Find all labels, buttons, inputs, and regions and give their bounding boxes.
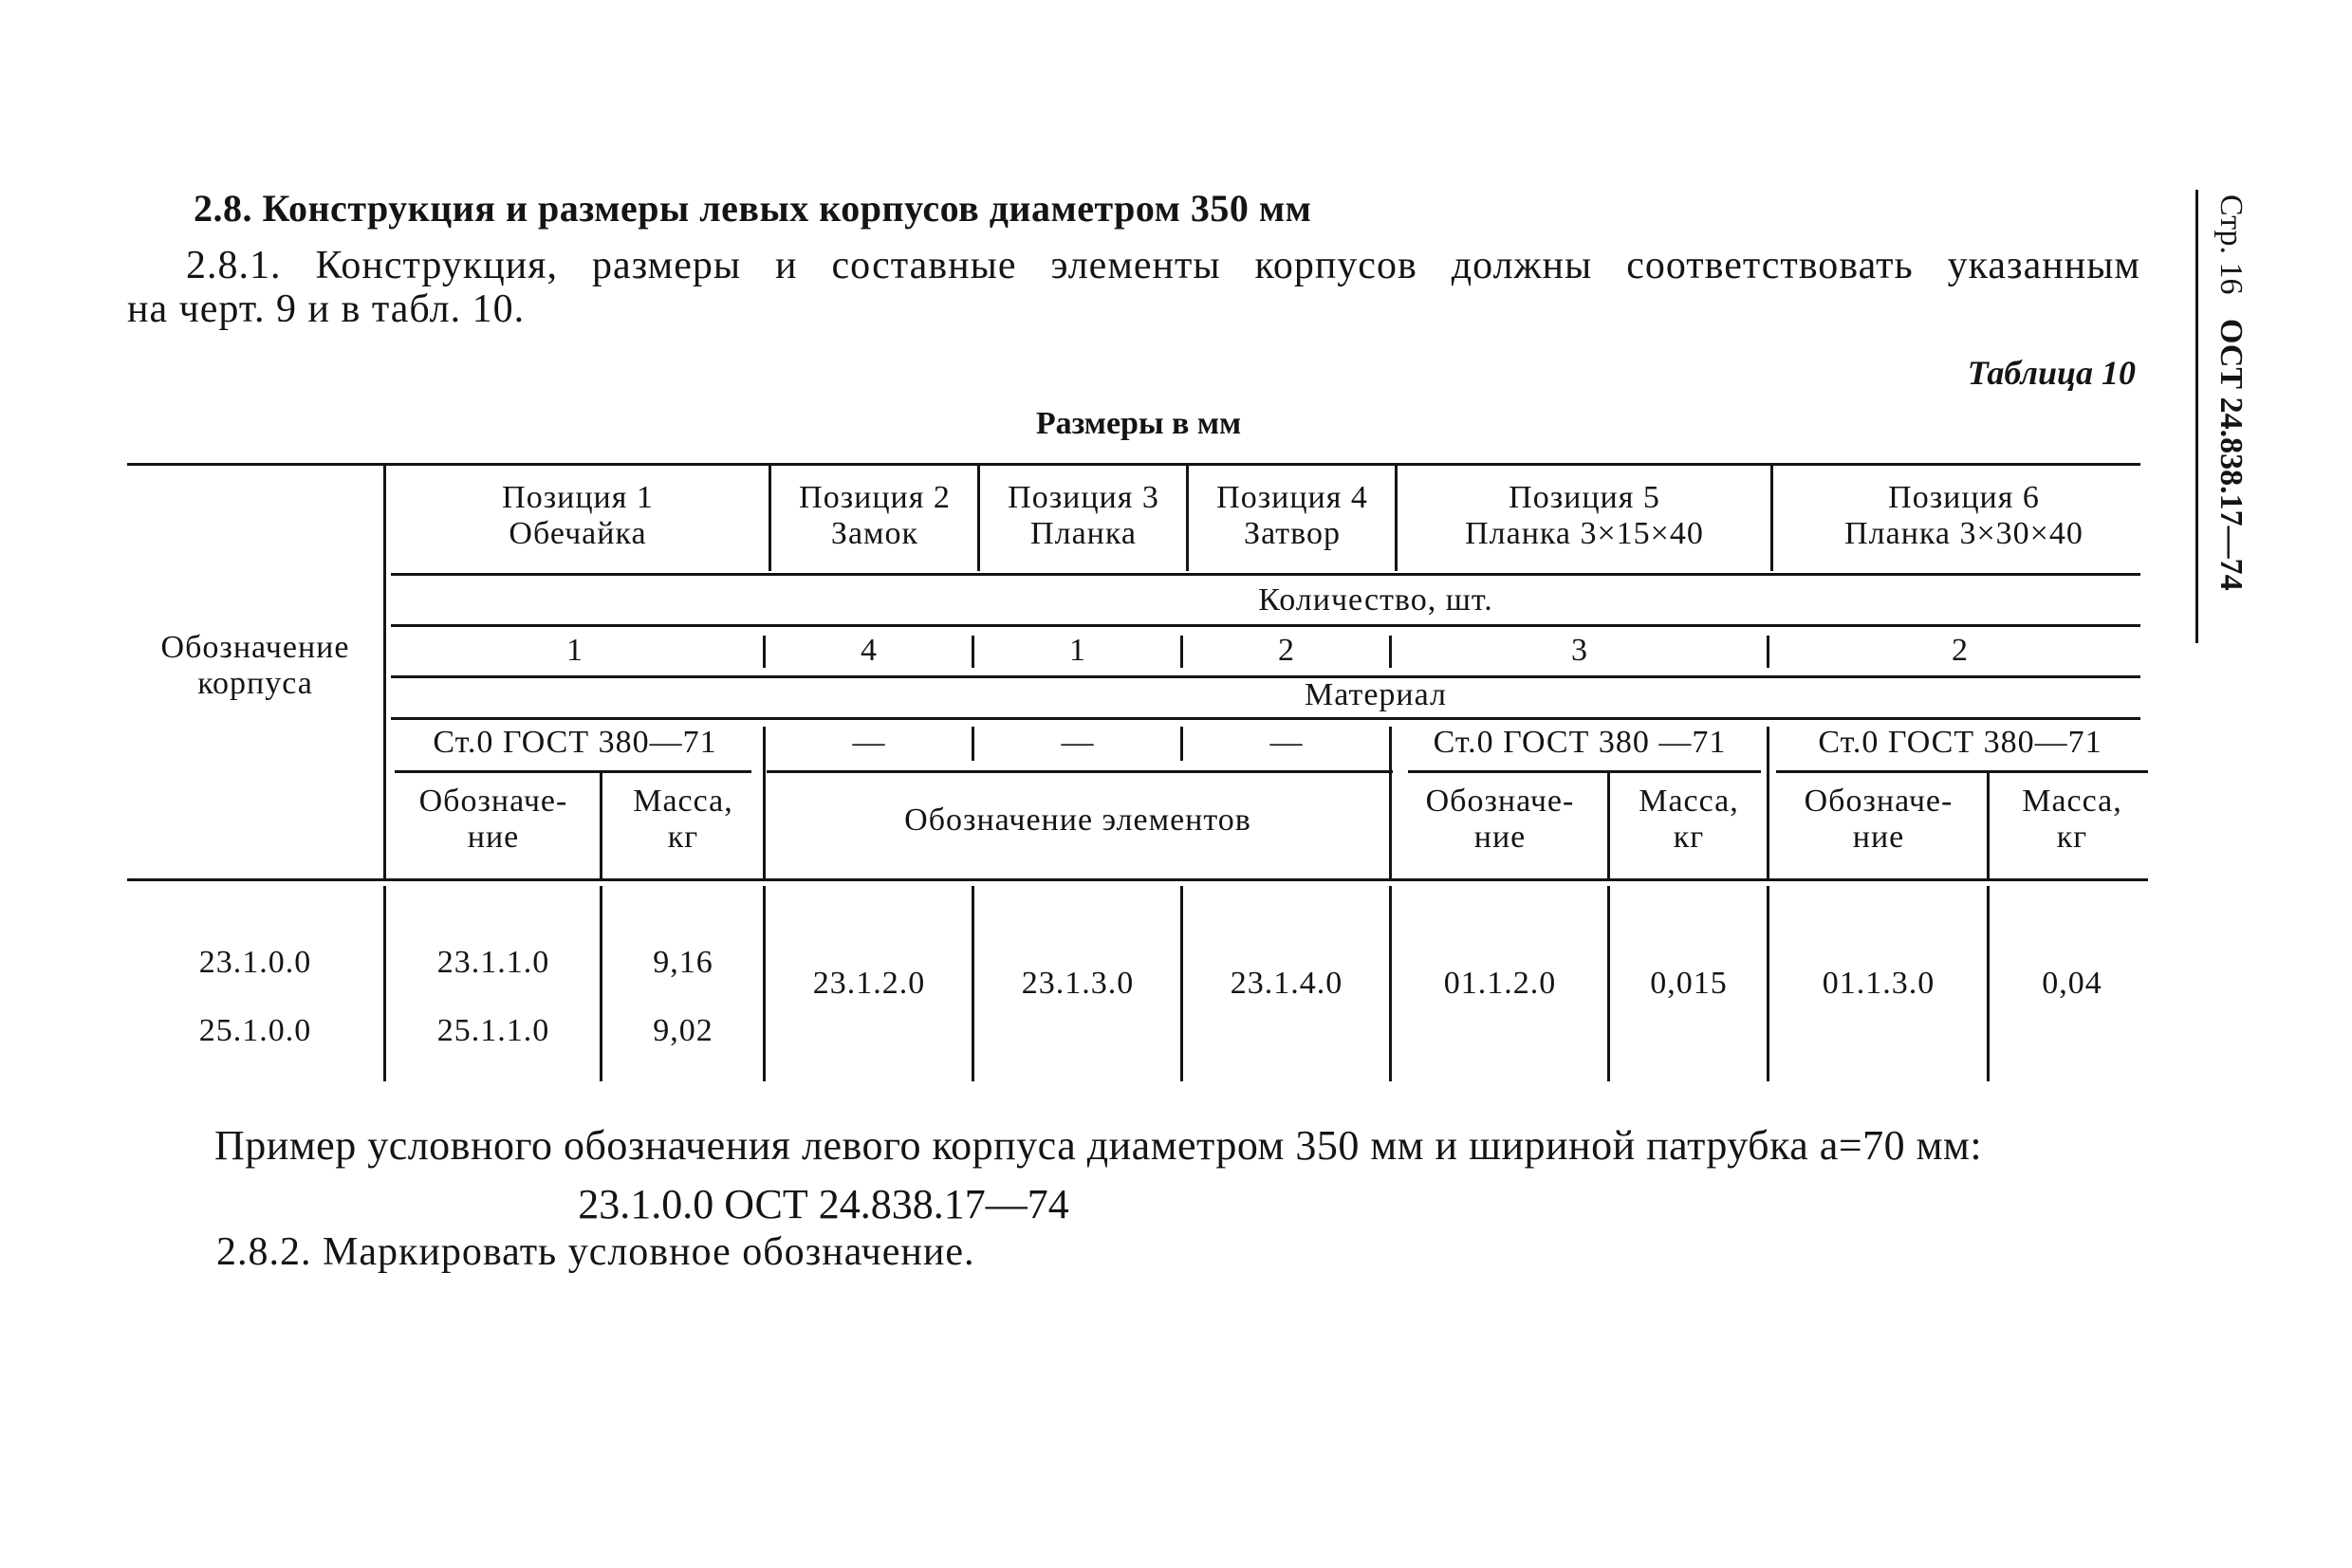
position-3-header (981, 480, 1186, 552)
vrule-mat-3 (1180, 727, 1183, 761)
vrule-sub-p1 (600, 772, 602, 878)
vrule-p2-p3-top (977, 465, 980, 571)
rule-sub-p6 (1776, 770, 2148, 773)
material-p1: Ст.0 ГОСТ 380—71 (433, 725, 717, 760)
vrule-qty-4 (1389, 636, 1392, 668)
vrule-qty-3 (1180, 636, 1183, 668)
p6-mass-l1: Масса, (2022, 784, 2122, 819)
standard-number: ОСТ 24.838.17—74 (2213, 319, 2249, 591)
p1-mass-header (603, 784, 763, 856)
vrule-mat-4 (1389, 727, 1392, 878)
paragraph-2-8-1-line2: на черт. 9 и в табл. 10. (127, 287, 526, 331)
vrule-body-5 (1389, 886, 1392, 1081)
vrule-body-0 (383, 886, 386, 1081)
p5-mass-l1: Масса, (1639, 784, 1739, 819)
position-6-header (1774, 480, 2154, 552)
vrule-mat-5 (1767, 727, 1769, 878)
position-5-part: Планка 3×15×40 (1465, 516, 1704, 551)
vrule-p1-p2-top (769, 465, 771, 571)
position-6-part: Планка 3×30×40 (1844, 516, 2083, 551)
table-caption: Таблица 10 (1967, 354, 2136, 392)
p6-designation-header (1770, 784, 1987, 856)
p1-designation-l1: Обозначе- (418, 784, 568, 819)
vrule-p5-p6-top (1770, 465, 1773, 571)
position-2-title: Позиция 2 (799, 480, 951, 515)
vrule-qty-1 (763, 636, 766, 668)
p6-designation-l2: ние (1852, 820, 1905, 855)
side-header (2213, 194, 2249, 591)
position-3-part: Планка (1030, 516, 1137, 551)
vrule-body-6 (1607, 886, 1610, 1081)
position-2-header (772, 480, 977, 552)
position-2-part: Замок (830, 516, 919, 551)
row-header-label (127, 630, 383, 702)
quantity-label: Количество, шт. (1258, 582, 1493, 618)
row-header-line1: Обозначение (160, 630, 350, 665)
example-line2: 23.1.0.0 ОСТ 24.838.17—74 (578, 1181, 1069, 1227)
vrule-body-1 (600, 886, 602, 1081)
paragraph-2-8-1-line1: 2.8.1. Конструкция, размеры и составные элементы корпусов должны соответствовать указанным (186, 244, 2140, 287)
vrule-body-3 (972, 886, 974, 1081)
table-row-1-p1-mass: 9,16 (653, 945, 713, 980)
shared-p6-mass: 0,04 (2042, 966, 2102, 1001)
material-label: Материал (1305, 677, 1447, 712)
table-row-2-p1-code: 25.1.1.0 (436, 1013, 550, 1048)
table-units: Размеры в мм (1035, 406, 1242, 441)
material-p6: Ст.0 ГОСТ 380—71 (1818, 725, 2102, 760)
p6-designation-l1: Обозначе- (1804, 784, 1954, 819)
vrule-p3-p4-top (1186, 465, 1189, 571)
row-header-line2: корпуса (197, 666, 313, 701)
position-1-part: Обечайка (509, 516, 647, 551)
rule-sub-p234 (767, 770, 1393, 773)
vrule-qty-5 (1767, 636, 1769, 668)
quantity-p5: 3 (1571, 633, 1588, 668)
table-header-bottom-rule (127, 878, 2148, 881)
rule-sub-p1 (395, 770, 751, 773)
vrule-body-8 (1987, 886, 1990, 1081)
vrule-qty-2 (972, 636, 974, 668)
p1-designation-l2: ние (467, 820, 520, 855)
material-p4: — (1269, 725, 1304, 760)
p5-designation-header (1393, 784, 1607, 856)
vrule-body-7 (1767, 886, 1769, 1081)
table-row-2-p1-mass: 9,02 (653, 1013, 713, 1048)
quantity-p6: 2 (1952, 633, 1969, 668)
shared-p4-code: 23.1.4.0 (1230, 966, 1343, 1001)
vrule-left-header (383, 465, 386, 878)
vrule-sub-p5 (1607, 772, 1610, 878)
vrule-sub-p6 (1987, 772, 1990, 878)
p1-mass-l2: кг (667, 820, 699, 855)
material-p5: Ст.0 ГОСТ 380 —71 (1433, 725, 1727, 760)
shared-p6-code: 01.1.3.0 (1822, 966, 1935, 1001)
p5-mass-l2: кг (1673, 820, 1705, 855)
position-4-header (1190, 480, 1395, 552)
vrule-mat-1 (763, 727, 766, 878)
rule-after-material-label (391, 717, 2140, 720)
material-p2: — (852, 725, 886, 760)
table-row-2-code: 25.1.0.0 (198, 1013, 312, 1048)
position-4-part: Затвор (1244, 516, 1341, 551)
p5-designation-l1: Обозначе- (1425, 784, 1575, 819)
section-title: 2.8. Конструкция и размеры левых корпусов диаметром 350 мм (194, 187, 1312, 230)
p5-designation-l2: ние (1473, 820, 1527, 855)
example-line1: Пример условного обозначения левого корпуса диаметром 350 мм и шириной патрубка a=70 мм: (214, 1122, 1983, 1169)
shared-p3-code: 23.1.3.0 (1021, 966, 1135, 1001)
position-6-title: Позиция 6 (1888, 480, 2040, 515)
material-p3: — (1061, 725, 1095, 760)
vrule-mat-2 (972, 727, 974, 761)
quantity-p4: 2 (1278, 633, 1295, 668)
rule-after-positions (391, 573, 2140, 576)
page-number: Стр. 16 (2213, 194, 2249, 295)
table-top-rule (127, 463, 2140, 466)
position-1-header (387, 480, 769, 552)
elements-designation-header: Обозначение элементов (904, 802, 1251, 838)
table-row-1-code: 23.1.0.0 (198, 945, 312, 980)
position-5-header (1398, 480, 1770, 552)
position-1-title: Позиция 1 (502, 480, 654, 515)
p1-mass-l1: Масса, (633, 784, 733, 819)
p1-designation-header (387, 784, 600, 856)
position-5-title: Позиция 5 (1509, 480, 1660, 515)
rule-sub-p5 (1408, 770, 1761, 773)
quantity-p1: 1 (566, 633, 583, 668)
shared-p5-mass: 0,015 (1650, 966, 1728, 1001)
rule-after-qty-label (391, 624, 2140, 627)
position-4-title: Позиция 4 (1216, 480, 1368, 515)
p6-mass-l2: кг (2056, 820, 2088, 855)
quantity-p2: 4 (861, 633, 878, 668)
paragraph-2-8-2: 2.8.2. Маркировать условное обозначение. (216, 1230, 975, 1274)
vrule-body-2 (763, 886, 766, 1081)
p5-mass-header (1611, 784, 1767, 856)
vrule-p4-p5-top (1395, 465, 1398, 571)
p6-mass-header (1991, 784, 2154, 856)
quantity-p3: 1 (1069, 633, 1086, 668)
shared-p2-code: 23.1.2.0 (812, 966, 926, 1001)
table-row-1-p1-code: 23.1.1.0 (436, 945, 550, 980)
position-3-title: Позиция 3 (1008, 480, 1159, 515)
shared-p5-code: 01.1.2.0 (1443, 966, 1557, 1001)
vrule-body-4 (1180, 886, 1183, 1081)
